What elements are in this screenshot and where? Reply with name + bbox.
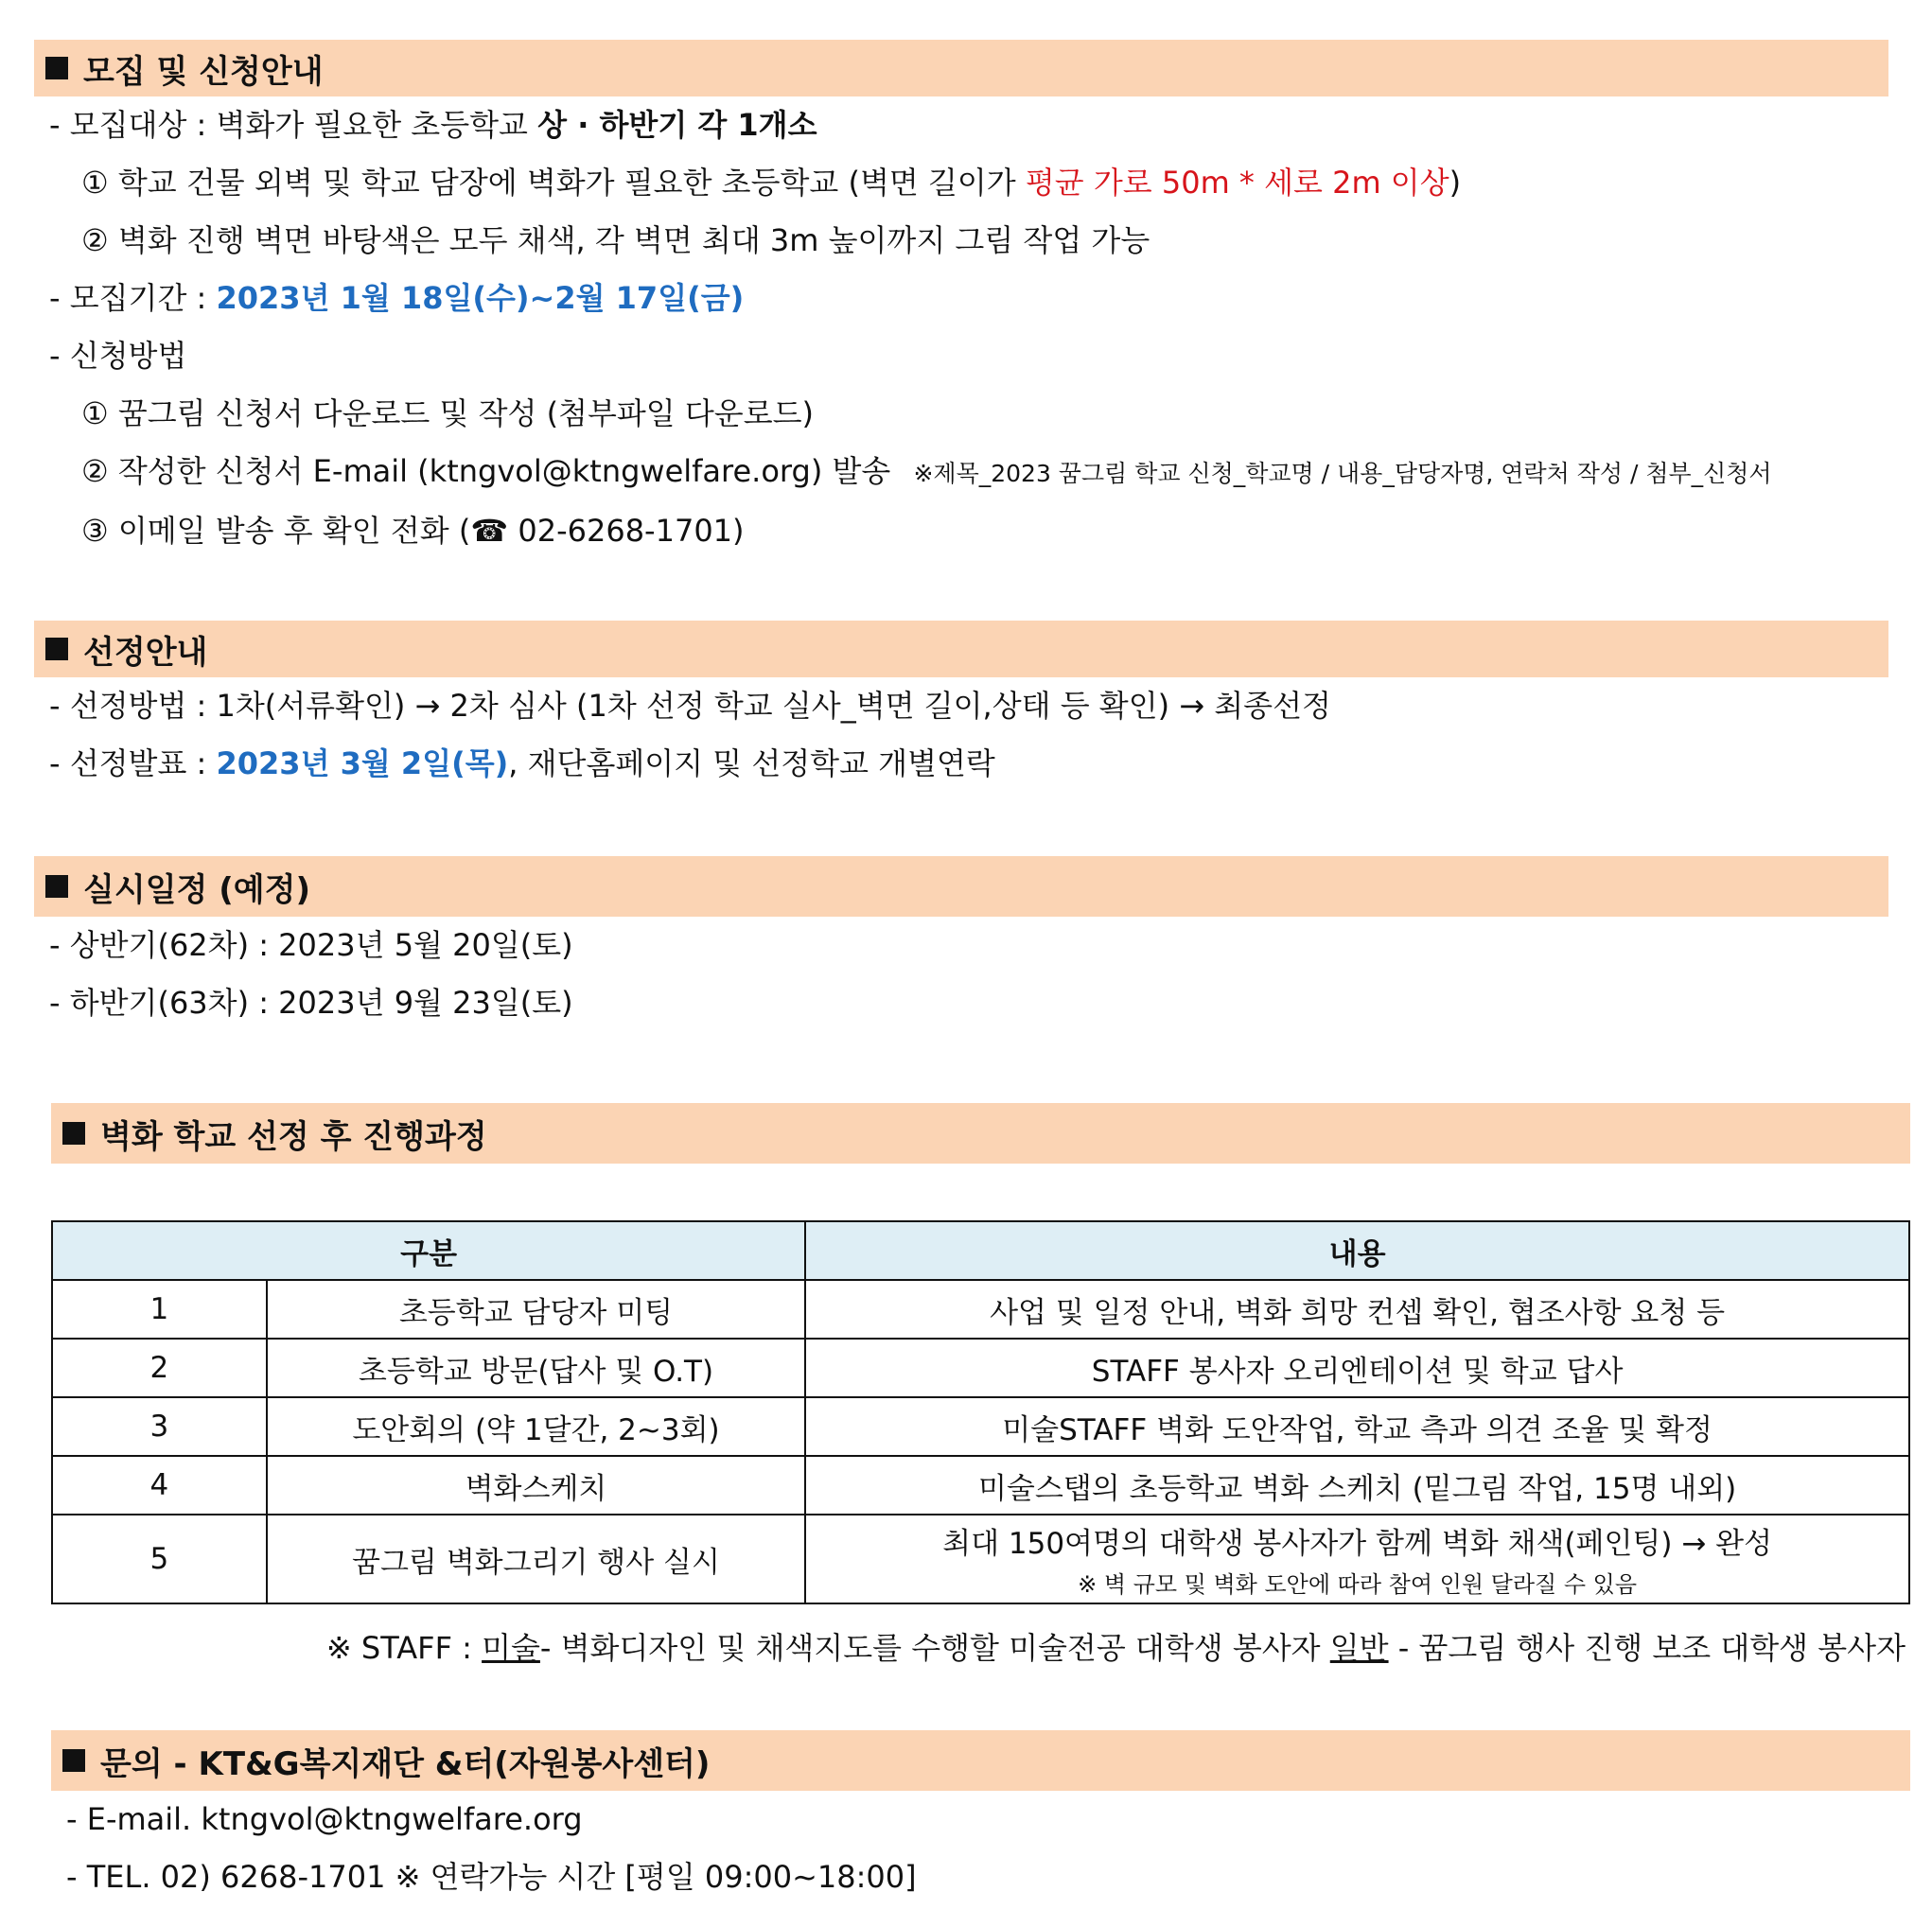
selection-announce	[34, 735, 1888, 793]
table-row	[52, 1456, 1909, 1515]
process-section	[51, 1103, 1910, 1164]
row-no: 3	[52, 1397, 267, 1456]
row-content-note: ※ 벽 규모 및 벽화 도안에 따라 참여 인원 달라질 수 있음	[1078, 1571, 1638, 1598]
row-step: 도안회의 (약 1달간, 2~3회)	[267, 1397, 805, 1456]
recruit-target-bold: 상 · 하반기 각 1개소	[537, 107, 817, 143]
selection-header	[34, 621, 1888, 677]
selection-announce-suffix: , 재단홈페이지 및 선정학교 개별연락	[508, 745, 995, 781]
staff-note-general-desc: - 꿈그림 행사 진행 보조 대학생 봉사자	[1388, 1630, 1906, 1666]
recruit-target-item1-text: ① 학교 건물 외벽 및 학교 담장에 벽화가 필요한 초등학교 (벽면 길이가	[81, 165, 1026, 201]
row-content: 미술STAFF 벽화 도안작업, 학교 측과 의견 조율 및 확정	[805, 1397, 1909, 1456]
square-bullet-icon	[45, 638, 68, 660]
staff-note-general: 일반	[1329, 1630, 1389, 1666]
row-no: 1	[52, 1280, 267, 1339]
recruit-target-item1-red: 평균 가로 50m * 세로 2m 이상	[1025, 165, 1449, 201]
recruit-target	[34, 96, 1888, 154]
recruit-period-label: - 모집기간 :	[49, 280, 217, 316]
schedule-second-half: - 하반기(63차) : 2023년 9월 23일(토)	[49, 985, 573, 1021]
row-content: STAFF 봉사자 오리엔테이션 및 학교 답사	[805, 1339, 1909, 1397]
schedule-first-half: - 상반기(62차) : 2023년 5월 20일(토)	[49, 927, 573, 963]
col-content-header: 내용	[805, 1221, 1909, 1280]
recruit-target-item1	[34, 154, 1888, 212]
selection-method: - 선정방법 : 1차(서류확인) → 2차 심사 (1차 선정 학교 실사_벽면 길이,상태 등 확인) → 최종선정	[49, 688, 1331, 724]
staff-note-art-desc: - 벽화디자인 및 채색지도를 수행할 미술전공 대학생 봉사자	[539, 1630, 1330, 1666]
row-content: 미술스탭의 초등학교 벽화 스케치 (밑그림 작업, 15명 내외)	[805, 1456, 1909, 1515]
selection-announce-label: - 선정발표 :	[49, 745, 217, 781]
table-row	[52, 1339, 1909, 1397]
selection-header-title: 선정안내	[83, 633, 208, 672]
contact-header-title: 문의 - KT&G복지재단 &터(자원봉사센터)	[100, 1744, 711, 1783]
recruit-period	[34, 270, 1888, 327]
recruit-header-title: 모집 및 신청안내	[83, 52, 324, 91]
table-row	[52, 1397, 1909, 1456]
recruit-method-item2	[34, 443, 1888, 502]
row-no: 4	[52, 1456, 267, 1515]
square-bullet-icon	[62, 1122, 85, 1145]
contact-email: - E-mail. ktngvol@ktngwelfare.org	[66, 1801, 583, 1837]
row-content: 사업 및 일정 안내, 벽화 희망 컨셉 확인, 협조사항 요청 등	[805, 1280, 1909, 1339]
recruit-method-item2-text: ② 작성한 신청서 E-mail (ktngvol@ktngwelfare.org) 발송	[81, 453, 891, 489]
contact-tel: - TEL. 02) 6268-1701 ※ 연락가능 시간 [평일 09:00~18:00]	[66, 1859, 917, 1895]
table-header-row	[52, 1221, 1909, 1280]
row-content: 최대 150여명의 대학생 봉사자가 함께 벽화 채색(페인팅) → 완성	[942, 1527, 1773, 1561]
recruit-target-label: - 모집대상 : 벽화가 필요한 초등학교	[49, 107, 538, 143]
table-row	[52, 1280, 1909, 1339]
staff-note-art: 미술	[482, 1630, 540, 1666]
row-step: 초등학교 방문(답사 및 O.T)	[267, 1339, 805, 1397]
col-category-header: 구분	[52, 1221, 805, 1280]
process-header	[51, 1103, 1910, 1164]
square-bullet-icon	[62, 1749, 85, 1772]
staff-note	[326, 1620, 1906, 1677]
recruit-header	[34, 40, 1888, 96]
recruit-method-item1: ① 꿈그림 신청서 다운로드 및 작성 (첨부파일 다운로드)	[81, 395, 815, 431]
contact-section	[51, 1730, 1910, 1906]
selection-announce-date: 2023년 3월 2일(목)	[216, 745, 509, 781]
recruit-target-item1-suffix: )	[1449, 165, 1462, 201]
schedule-header	[34, 856, 1888, 917]
selection-section	[34, 621, 1888, 793]
row-step: 꿈그림 벽화그리기 행사 실시	[267, 1515, 805, 1603]
schedule-header-title: 실시일정 (예정)	[83, 870, 310, 909]
row-no: 2	[52, 1339, 267, 1397]
process-header-title: 벽화 학교 선정 후 진행과정	[100, 1117, 487, 1156]
table-row	[52, 1515, 1909, 1603]
recruit-section	[34, 40, 1888, 560]
process-table	[51, 1220, 1910, 1604]
schedule-section	[34, 856, 1888, 1032]
square-bullet-icon	[45, 57, 68, 79]
recruit-method-item2-note: ※제목_2023 꿈그림 학교 신청_학교명 / 내용_담당자명, 연락처 작성 / 첨부_신청서	[913, 460, 1772, 487]
recruit-target-item2: ② 벽화 진행 벽면 바탕색은 모두 채색, 각 벽면 최대 3m 높이까지 그림 작업 가능	[81, 222, 1150, 258]
row-step: 벽화스케치	[267, 1456, 805, 1515]
recruit-period-value: 2023년 1월 18일(수)~2월 17일(금)	[216, 280, 745, 316]
square-bullet-icon	[45, 875, 68, 898]
row-no: 5	[52, 1515, 267, 1603]
recruit-method-label: - 신청방법	[49, 338, 187, 374]
staff-note-prefix: ※ STAFF :	[325, 1630, 483, 1666]
row-step: 초등학교 담당자 미팅	[267, 1280, 805, 1339]
recruit-method-item3: ③ 이메일 발송 후 확인 전화 (☎ 02-6268-1701)	[81, 513, 745, 549]
contact-header	[51, 1730, 1910, 1791]
row-content-cell	[805, 1515, 1909, 1603]
